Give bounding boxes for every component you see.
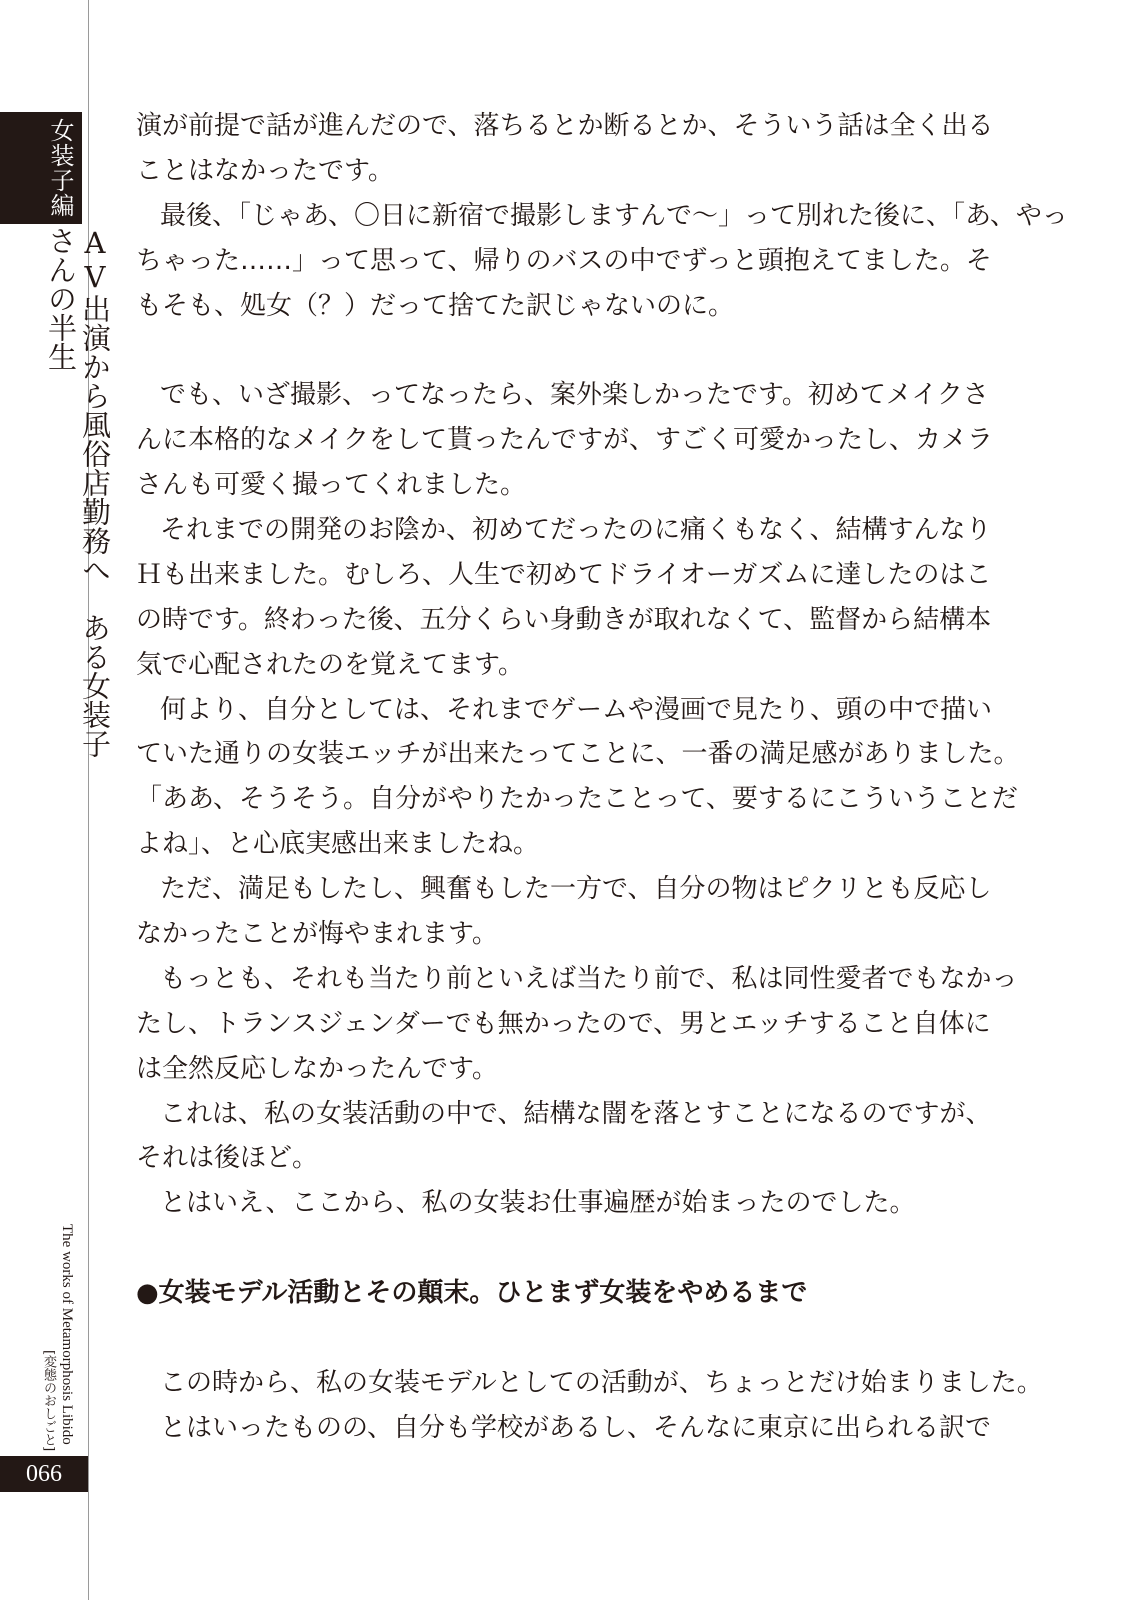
text-line: よね」、と心底実感出来ましたね。 [136,829,540,860]
blank-line [136,1316,1016,1361]
text-line: この時から、私の女装モデルとしての活動が、ちょっとだけ始まりました。 [160,1367,1043,1398]
text-line: ちゃった……」って思って、帰りのバスの中でずっと頭抱えてました。そ [136,245,992,276]
text-line: ことはなかったです。 [136,155,394,186]
text-line: もそも、処女（？）だって捨てた訳じゃないのに。 [136,290,735,321]
text-line: たし、トランスジェンダーでも無かったので、男とエッチすること自体に [136,1008,991,1039]
text-line: それまでの開発のお陰か、初めてだったのに痛くもなく、結構すんなり [160,515,992,546]
blank-line [136,328,1016,373]
section-label: 女装子編 [46,118,74,218]
text-line: とはいったものの、自分も学校があるし、そんなに東京に出られる訳で [160,1412,991,1443]
body-text [136,104,1068,1451]
text-line: これは、私の女装活動の中で、結構な闇を落とすことになるのですが、 [160,1098,992,1129]
section-tab [0,112,82,224]
text-line: の時です。終わった後、五分くらい身動きが取れなくて、監督から結構本 [136,604,992,635]
text-line: ていた通りの女装エッチが出来たってことに、一番の満足感がありました。 [136,739,1020,770]
series-title-jp: [変態のおしごと] [41,1350,56,1452]
section-heading: ●女装モデル活動とその顛末。ひとまず女装をやめるまで [136,1278,808,1309]
text-line: Ｈも出来ました。むしろ、人生で初めてドライオーガズムに達したのはこ [136,559,992,590]
text-line: 演が前提で話が進んだので、落ちるとか断るとか、そういう話は全く出る [136,111,994,141]
text-line: んに本格的なメイクをして貰ったんですが、すごく可愛かったし、カメラ [136,425,993,456]
blank-line [136,1226,1016,1271]
text-line: とはいえ、ここから、私の女装お仕事遍歴が始まったのでした。 [160,1188,916,1219]
page-number: 066 [0,1456,88,1492]
text-line: でも、いざ撮影、ってなったら、案外楽しかったです。初めてメイクさ [160,380,989,411]
chapter-title: AV出演から風俗店勤務へ ある女装子さんの半生 [44,226,112,758]
text-line: それは後ほど。 [136,1143,319,1174]
text-line: 「ああ、そうそう。自分がやりたかったことって、要するにこういうことだ [136,784,1018,815]
text-line: 最後、「じゃあ、〇日に新宿で撮影しますんで〜」って別れた後に、「あ、やっ [160,200,1068,231]
text-line: なかったことが悔やまれます。 [136,919,498,950]
text-line: 何より、自分としては、それまでゲームや漫画で見たり、頭の中で描い [160,694,993,725]
text-line: は全然反応しなかったんです。 [136,1053,498,1084]
text-line: ただ、満足もしたし、興奮もした一方で、自分の物はピクリとも反応し [160,874,992,905]
series-title-en: The works of Metamorphosis Libido [59,1224,75,1445]
text-line: もっとも、それも当たり前といえば当たり前で、私は同性愛者でもなかっ [160,963,1018,994]
text-line: 気で心配されたのを覚えてます。 [136,649,524,680]
text-line: さんも可愛く撮ってくれました。 [136,470,527,501]
